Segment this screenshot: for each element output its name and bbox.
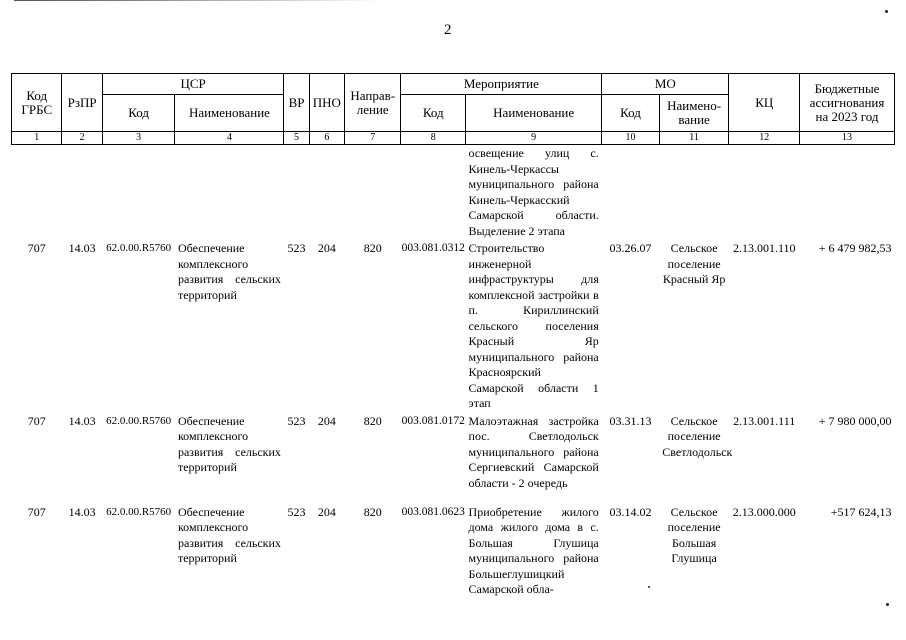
cell-mo-name: Сельское поселение Светлодольск [662,413,733,459]
cell-kc: 2.13.000.000 [732,504,796,519]
table-row [12,239,895,412]
col-number: 8 [401,132,466,145]
page-number: 2 [444,22,452,38]
cell-csr-kod: 62.0.00.R5760 [106,414,172,427]
header-csr-name: Наименование [175,95,284,132]
cell-kc: 2.13.001.111 [733,413,796,428]
header-mo: МО [602,74,729,95]
col-number: 10 [602,132,660,145]
cell-direction: 820 [363,241,382,255]
cell-csr-kod: 62.0.00.R5760 [106,242,172,254]
cell-direction: 820 [363,413,382,428]
cell-pno: 204 [317,413,336,428]
col-number: 6 [309,132,344,145]
header-event: Мероприятие [401,74,602,95]
header-kc: КЦ [729,74,800,132]
cell-amount: + 7 980 000,00 [818,413,892,428]
header-csr: ЦСР [102,74,284,95]
col-number: 3 [102,132,175,145]
cell-kod-grbs: 707 [27,413,46,428]
cell-rzpr: 14.03 [68,413,96,428]
budget-table [11,73,895,598]
cell-kod-grbs: 707 [27,241,46,255]
cell-mo-name: Сельское поселение Большая Глушица [667,504,721,565]
cell-pno: 204 [317,504,336,519]
col-number: 1 [12,132,62,145]
cell-kc: 2.13.001.110 [732,241,796,255]
col-number: 2 [62,132,102,145]
header-csr-kod: Код [102,95,175,132]
scan-speck [886,603,889,606]
col-number: 11 [659,132,729,145]
cell-vr: 523 [287,504,306,519]
cell-direction: 820 [363,504,382,519]
table-row [12,503,895,598]
col-number: 4 [175,132,284,145]
header-mo-kod: Код [602,95,660,132]
col-number: 13 [800,132,895,145]
col-number: 5 [284,132,309,145]
header-budget: Бюджетные ассигнования на 2023 год [800,74,895,132]
cell-csr-name: Обеспечение комплексного развития сельских территорий [177,413,281,474]
cell-csr-name: Обеспечение комплексного развития сельских территорий [177,241,281,302]
cell-vr: 523 [287,413,306,428]
header-rzpr: РзПР [62,74,102,132]
col-number: 12 [729,132,800,145]
event-name-continuation: освещение улиц с. Кинель-Черкассы муниципального района Кинель-Черкасский Самарской области. Выделение 2 этапа [468,146,599,238]
header-event-kod: Код [401,95,466,132]
cell-csr-kod: 62.0.00.R5760 [106,505,172,518]
cell-pno: 204 [317,241,336,255]
continuation-row [12,145,895,240]
cell-vr: 523 [287,241,306,255]
cell-mo-kod: 03.31.13 [609,413,652,428]
cell-amount: + 6 479 982,53 [818,241,892,255]
cell-amount: +517 624,13 [830,504,892,519]
header-mo-name: Наимено-вание [659,95,729,132]
cell-mo-name: Сельское поселение Красный Яр [662,241,726,286]
scan-speck [885,10,888,13]
cell-event-name: Приобретение жилого дома жилого дома в с. Большая Глушица муниципального района Большеглушицкий Самарской обла- [468,504,599,596]
header-event-name: Наименование [466,95,602,132]
cell-rzpr: 14.03 [68,504,96,519]
header-kod-grbs: Код ГРБС [12,74,62,132]
cell-event-kod: 003.081.0312 [401,242,465,254]
cell-event-name: Строительство инженерной инфраструктуры для комплексной застройки в п. Кириллинский сельского поселения Красный Яр муниципального района Красноярский Самарской области 1 этап [468,241,599,410]
cell-mo-kod: 03.14.02 [609,504,652,519]
header-direction: Направ-ление [344,74,401,132]
top-edge-line [14,0,894,1]
table-row [12,412,895,503]
scan-speck [648,586,650,588]
header-pno: ПНО [309,74,344,132]
cell-rzpr: 14.03 [68,241,96,255]
cell-kod-grbs: 707 [27,504,46,519]
cell-event-kod: 003.081.0623 [401,505,465,518]
cell-mo-kod: 03.26.07 [609,241,652,255]
col-number: 7 [344,132,401,145]
col-number: 9 [466,132,602,145]
header-vr: ВР [284,74,309,132]
cell-event-name: Малоэтажная застройка пос. Светлодольск муниципального района Сергиевский Самарской области - 2 очередь [468,413,599,490]
cell-csr-name: Обеспечение комплексного развития сельских территорий [177,504,281,565]
cell-event-kod: 003.081.0172 [401,414,465,427]
